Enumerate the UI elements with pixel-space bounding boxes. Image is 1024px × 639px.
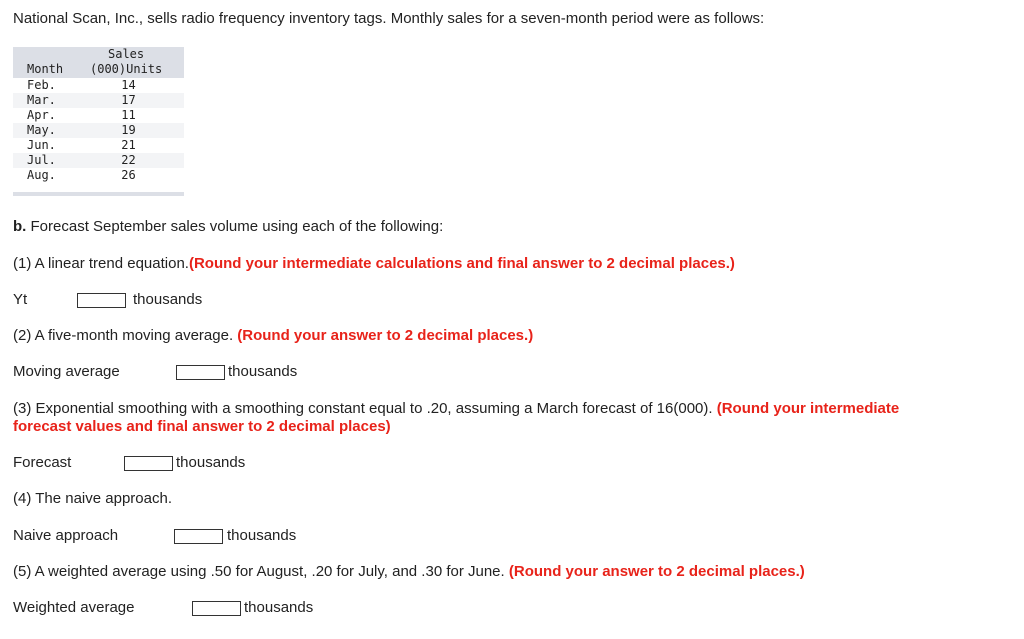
question-2-text: (2) A five-month moving average. (13, 327, 238, 344)
row-month: Apr. (27, 108, 56, 122)
row-month: Jun. (27, 138, 56, 152)
table-footer-rule (13, 192, 184, 196)
moving-average-input[interactable] (176, 365, 225, 380)
row-value: 26 (121, 168, 136, 182)
question-5 (13, 563, 805, 581)
question-1-text: (1) A linear trend equation. (13, 255, 189, 272)
part-b-text: Forecast September sales volume using each of the following: (26, 218, 444, 235)
row-value: 17 (121, 93, 136, 107)
problem-intro: National Scan, Inc., sells radio frequency inventory tags. Monthly sales for a seven-month period were as follows: (13, 10, 765, 27)
header-units: (000)Units (90, 62, 163, 76)
yt-answer-input[interactable] (77, 293, 126, 308)
naive-approach-label: Naive approach (13, 527, 119, 544)
yt-unit: thousands (133, 291, 203, 308)
weighted-average-label: Weighted average (13, 599, 135, 616)
question-2 (13, 327, 533, 345)
table-row (13, 108, 184, 123)
moving-average-label: Moving average (13, 363, 120, 380)
table-row (13, 78, 184, 93)
row-value: 22 (121, 153, 136, 167)
question-3 (13, 400, 899, 418)
weighted-average-unit: thousands (244, 599, 314, 616)
table-row (13, 123, 184, 138)
question-1-note: (Round your intermediate calculations and final answer to 2 decimal places.) (188, 255, 735, 272)
yt-label: Yt (13, 291, 28, 308)
part-b-prefix: b. (13, 218, 27, 235)
forecast-unit: thousands (176, 454, 246, 471)
row-month: Jul. (27, 153, 56, 167)
naive-approach-unit: thousands (227, 527, 297, 544)
question-4: (4) The naive approach. (13, 490, 172, 507)
table-row (13, 153, 184, 168)
row-month: Feb. (27, 78, 56, 92)
table-row (13, 138, 184, 153)
row-value: 11 (121, 108, 136, 122)
table-header (13, 47, 184, 78)
forecast-input[interactable] (124, 456, 173, 471)
header-month: Month (27, 62, 64, 76)
row-value: 19 (121, 123, 136, 137)
question-5-note: (Round your answer to 2 decimal places.) (508, 563, 805, 580)
part-b-heading (13, 218, 443, 236)
question-1 (13, 255, 735, 273)
sales-table (13, 47, 184, 196)
header-sales: Sales (108, 47, 145, 61)
moving-average-unit: thousands (228, 363, 298, 380)
row-month: Aug. (27, 168, 56, 182)
question-3-note-line1: (Round your intermediate (716, 400, 900, 417)
row-value: 21 (121, 138, 136, 152)
question-3-text: (3) Exponential smoothing with a smoothing constant equal to .20, assuming a March forecast of 16(000). (13, 400, 717, 417)
table-row (13, 168, 184, 183)
weighted-average-input[interactable] (192, 601, 241, 616)
row-month: May. (27, 123, 56, 137)
question-2-note: (Round your answer to 2 decimal places.) (237, 327, 534, 344)
question-3-note-line2: forecast values and final answer to 2 decimal places) (13, 418, 391, 435)
table-row (13, 93, 184, 108)
row-month: Mar. (27, 93, 56, 107)
forecast-label: Forecast (13, 454, 72, 471)
question-5-text: (5) A weighted average using .50 for August, .20 for July, and .30 for June. (13, 563, 509, 580)
naive-approach-input[interactable] (174, 529, 223, 544)
row-value: 14 (121, 78, 136, 92)
